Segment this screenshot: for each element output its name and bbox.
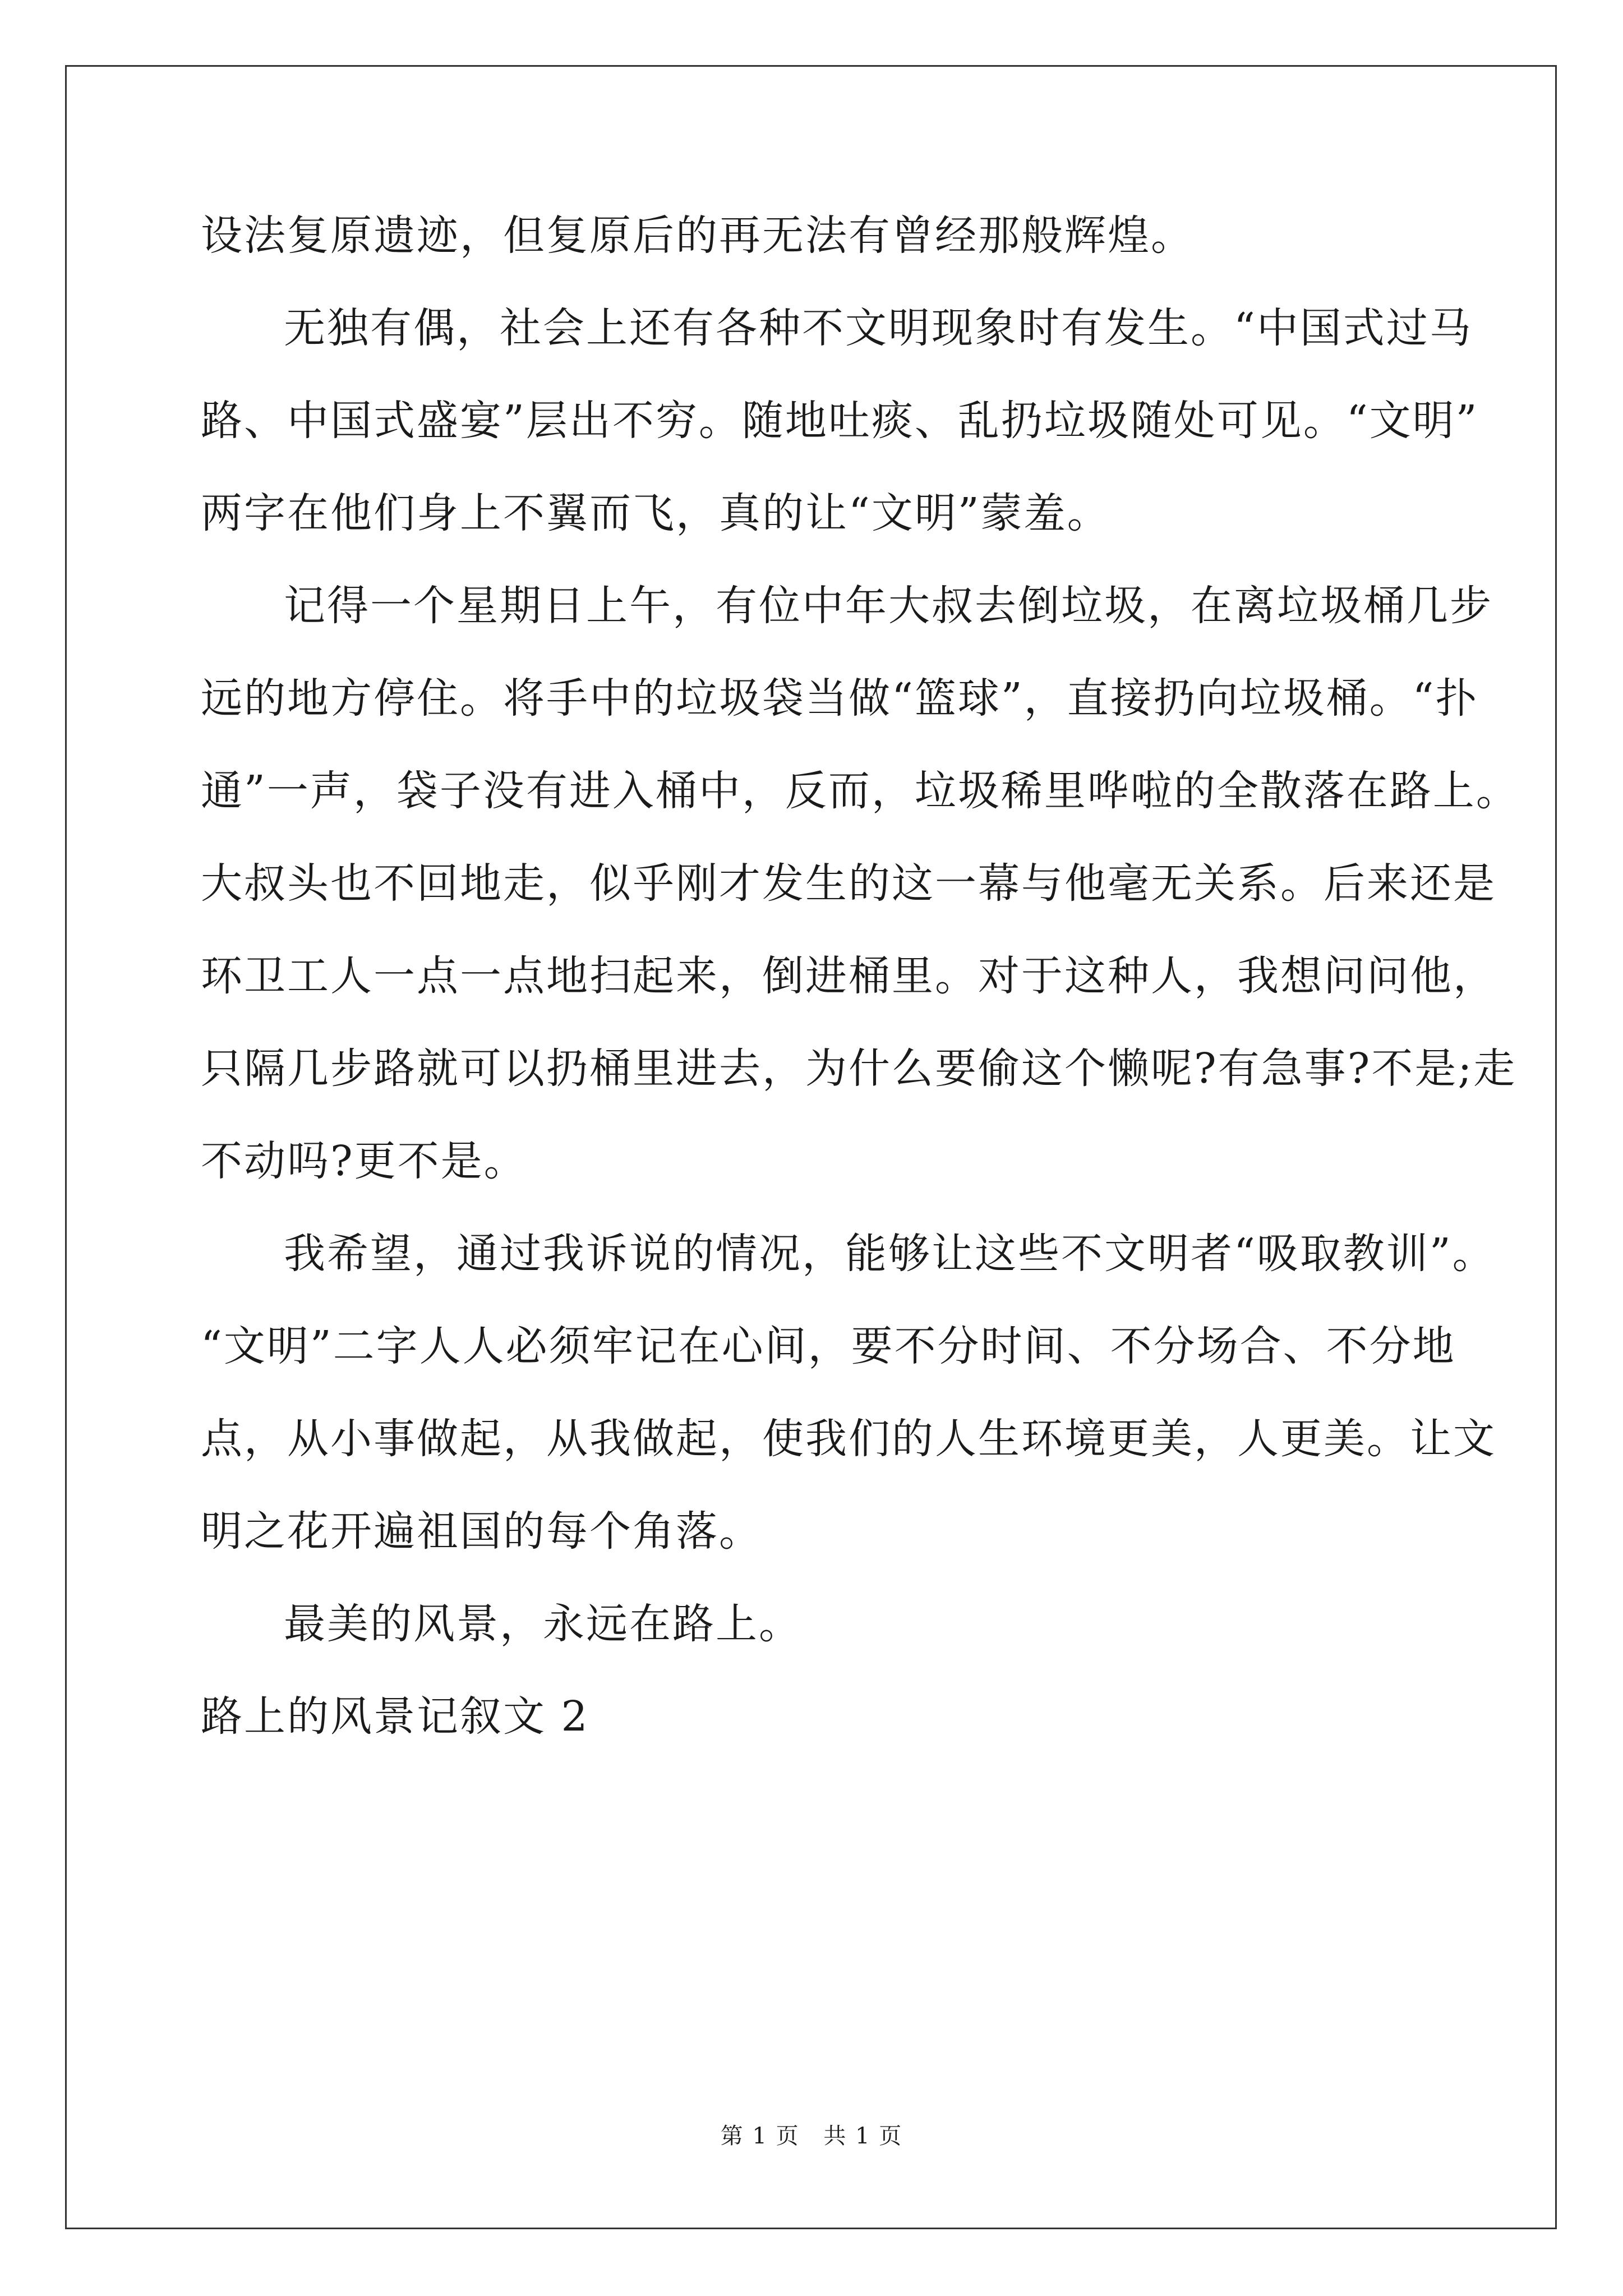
text-line-1: 设法复原遗迹，但复原后的再无法有曾经那般辉煌。	[201, 211, 1194, 260]
text-line-4: 两字在他们身上不翼而飞，真的让“文明”蒙羞。	[201, 489, 1110, 537]
text-line-15: 明之花开遍祖国的每个角落。	[201, 1507, 762, 1556]
text-line-2: 无独有偶，社会上还有各种不文明现象时有发生。“中国式过马	[284, 304, 1473, 352]
text-line-16: 最美的风景，永远在路上。	[284, 1600, 802, 1648]
text-line-6: 远的地方停住。将手中的垃圾袋当做“篮球”，直接扔向垃圾桶。“扑	[201, 674, 1479, 723]
section-heading: 路上的风景记叙文 2	[201, 1692, 589, 1741]
page-total: 共 1 页	[823, 2123, 903, 2149]
text-line-9: 环卫工人一点一点地扫起来，倒进桶里。对于这种人，我想问问他，	[201, 952, 1496, 1000]
text-line-7: 通”一声，袋子没有进入桶中，反而，垃圾稀里哗啦的全散落在路上。	[201, 767, 1519, 815]
text-line-12: 我希望，通过我诉说的情况，能够让这些不文明者“吸取教训”。	[284, 1230, 1496, 1278]
text-line-11: 不动吗?更不是。	[201, 1137, 527, 1185]
text-line-5: 记得一个星期日上午，有位中年大叔去倒垃圾，在离垃圾桶几步	[284, 582, 1493, 630]
text-line-10: 只隔几步路就可以扔桶里进去，为什么要偷这个懒呢?有急事?不是;走	[201, 1045, 1517, 1093]
text-line-13: “文明”二字人人必须牢记在心间，要不分时间、不分场合、不分地	[201, 1322, 1456, 1370]
text-line-3: 路、中国式盛宴”层出不穷。随地吐痰、乱扔垃圾随处可见。“文明”	[201, 397, 1479, 445]
page-number: 第 1 页	[720, 2123, 800, 2149]
page-footer	[0, 2119, 1623, 2153]
text-line-14: 点，从小事做起，从我做起，使我们的人生环境更美，人更美。让文	[201, 1415, 1496, 1463]
text-line-8: 大叔头也不回地走，似乎刚才发生的这一幕与他毫无关系。后来还是	[201, 859, 1496, 908]
